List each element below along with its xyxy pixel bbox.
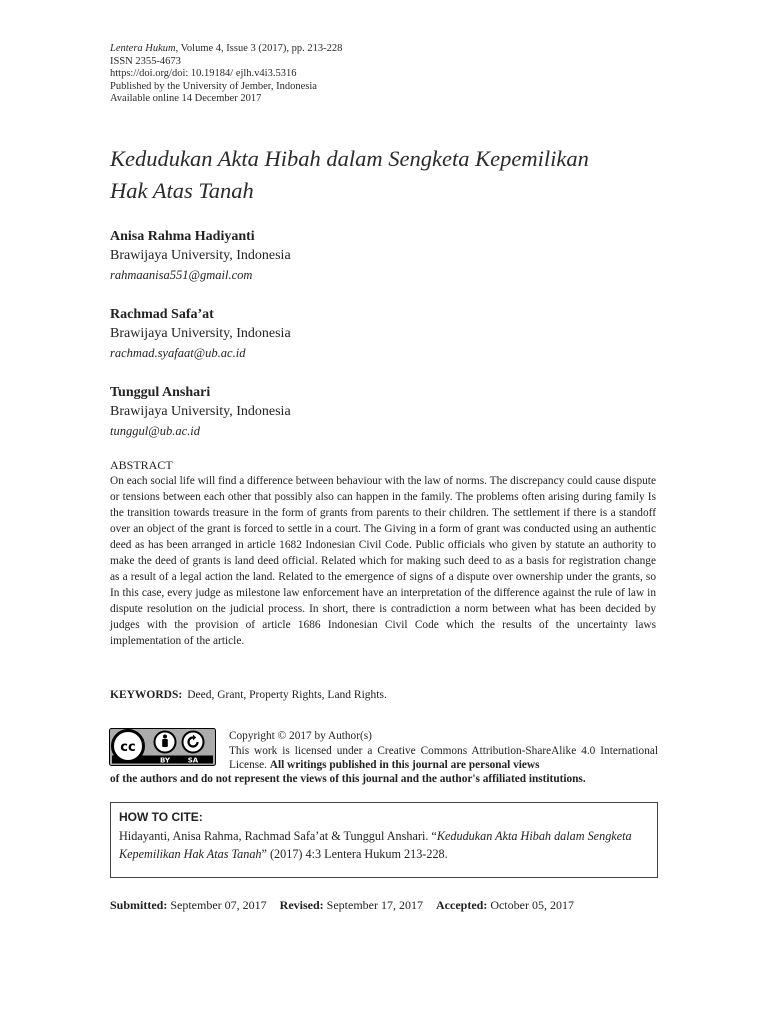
citation-suffix: ” (2017) 4:3 Lentera Hukum 213-228. [261,847,448,861]
disclaimer-part-1: All writings published in this journal are personal views [269,759,540,772]
by-label: BY [159,756,171,765]
license-statement [229,744,658,772]
author-block [110,305,630,363]
cc-by-sa-license-badge[interactable] [109,728,216,766]
article-title [110,143,670,207]
citation-text [119,827,649,863]
available-online: Available online 14 December 2017 [110,93,262,105]
issn: ISSN 2355-4673 [110,55,181,67]
publisher: Published by the University of Jember, Indonesia [110,80,317,92]
copyright-line: Copyright © 2017 by Author(s) [229,730,372,742]
keywords-label: KEYWORDS: [110,689,183,701]
abstract-heading: ABSTRACT [110,458,173,472]
revised-date: September 17, 2017 [326,898,423,912]
title-line-2: Hak Atas Tanah [110,178,254,203]
abstract-text: On each social life will find a difference between behaviour with the law of norms. The discrepancy could cause dispute or tensions between each other that possibly also can happen in the family. The problems often arising during family Is the transition towards treasure in the form of grants from parents to their children. The settlement if there is a standoff over an object of the grant is forced to settle in a court. The Giving in a form of grant was conducted using an authentic deed as has been arranged in article 1682 Indonesian Civil Code. Public officials who given by statute an authority to make the deed of grants is land deed official. Related which for making such deed to as a basis for registration change as a result of a legal action the land. Related to the emergence of signs of a dispute over ownership under the grants, so In this case, every judge as milestone law enforcement have an interpretation of the difference against the rule of law in dispute resolution on the judicial process. In short, there is contradiction a norm between what has been decided by judges with the provision of article 1686 Indonesian Civil Code which the results of the uncertainty laws implementation of the article. [110,475,656,648]
title-line-1: Kedudukan Akta Hibah dalam Sengketa Kepemilikan [110,146,589,171]
journal-name: Lentera Hukum [110,43,176,54]
article-metadata [110,43,342,106]
keywords [110,688,387,702]
how-to-cite-box [110,802,658,878]
citation-prefix: Hidayanti, Anisa Rahma, Rachmad Safa’at & Tunggul Anshari. “ [119,829,437,843]
cc-logo-text: cc [120,740,136,755]
author-name: Tunggul Anshari [110,385,211,400]
submitted-label: Submitted: [110,898,168,912]
keywords-list: Deed, Grant, Property Rights, Land Rights. [187,689,387,701]
author-affiliation: Brawijaya University, Indonesia [110,404,291,419]
submission-dates [110,898,574,912]
revised-label: Revised: [279,898,324,912]
author-name: Rachmad Safa’at [110,307,214,322]
citation-italic-title: Kedudukan Akta Hibah dalam Sengketa Kepemilikan Hak Atas Tanah [119,829,632,861]
sa-label: SA [187,756,199,765]
author-block [110,227,630,285]
journal-citation-line [110,43,342,56]
disclaimer-part-2: of the authors and do not represent the views of this journal and the author's affiliated institutions. [110,773,586,785]
author-affiliation: Brawijaya University, Indonesia [110,248,291,263]
submitted-date: September 07, 2017 [170,898,267,912]
author-email[interactable]: rachmad.syafaat@ub.ac.id [110,346,246,360]
author-name: Anisa Rahma Hadiyanti [110,229,255,244]
author-email[interactable]: rahmaanisa551@gmail.com [110,268,253,282]
accepted-label: Accepted: [436,898,488,912]
doi-link[interactable]: https://doi.org/doi: 10.19184/ ejlh.v4i3.5316 [110,68,297,80]
author-affiliation: Brawijaya University, Indonesia [110,326,291,341]
volume-issue: , Volume 4, Issue 3 (2017), pp. 213-228 [175,43,343,54]
author-block [110,383,630,441]
how-to-cite-heading: HOW TO CITE: [119,810,203,824]
author-email[interactable]: tunggul@ub.ac.id [110,424,200,438]
license-text: This work is licensed under a Creative Commons Attribution-ShareAlike 4.0 International License. [229,745,658,772]
accepted-date: October 05, 2017 [490,898,574,912]
